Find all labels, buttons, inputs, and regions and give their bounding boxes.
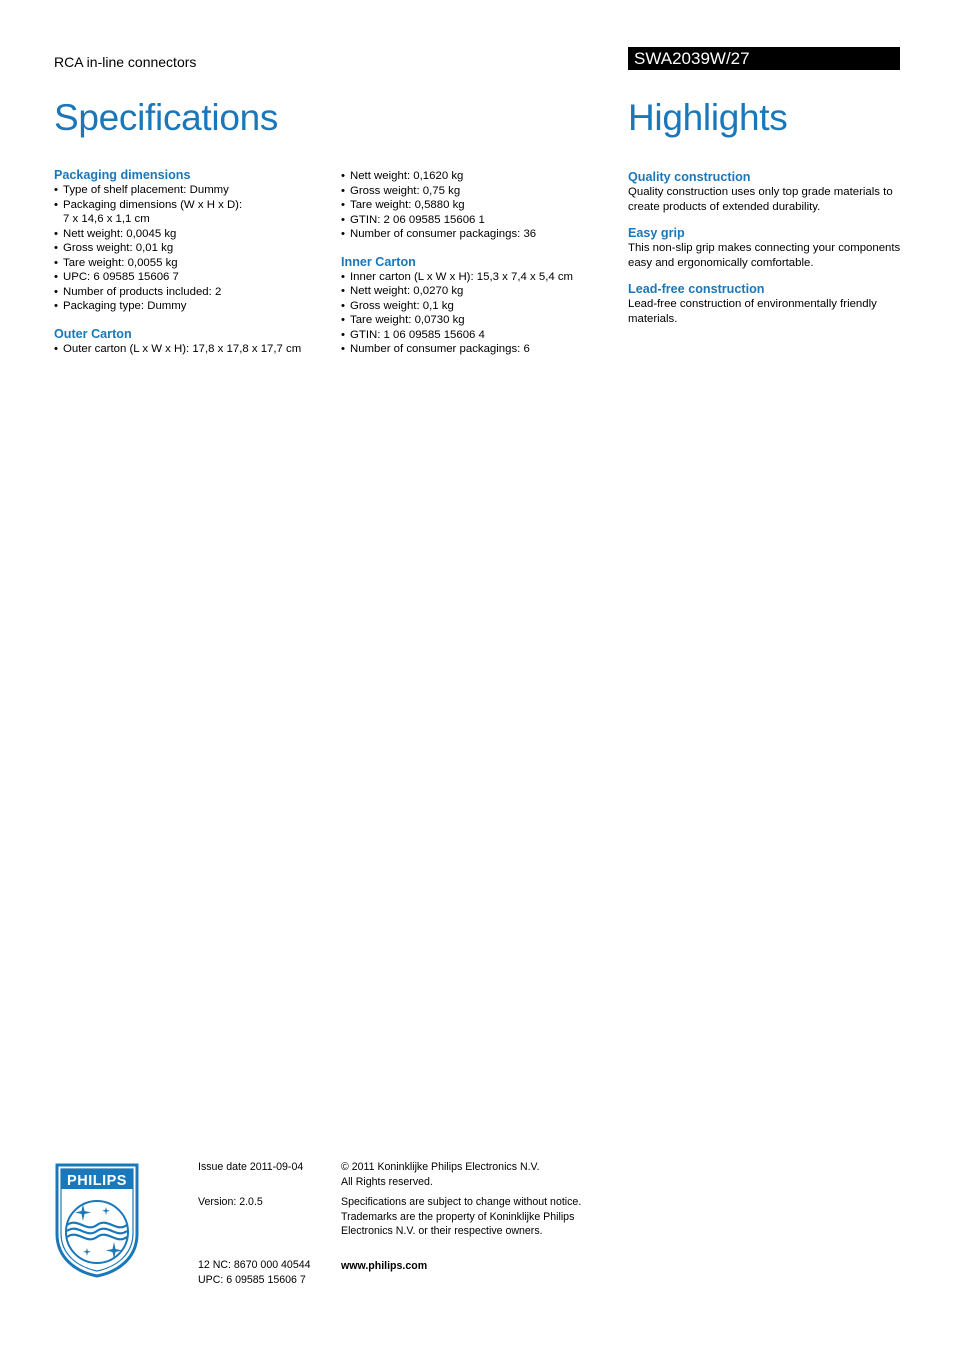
dimensions-value: 7 x 14,6 x 1,1 cm bbox=[63, 213, 150, 225]
list-item: • Type of shelf placement: Dummy bbox=[54, 183, 334, 198]
twelve-nc: 12 NC: 8670 000 40544 bbox=[198, 1259, 311, 1271]
inner-carton-list bbox=[341, 270, 611, 357]
list-item: • GTIN: 1 06 09585 15606 4 bbox=[341, 328, 611, 343]
list-item: • Outer carton (L x W x H): 17,8 x 17,8 x 17,7 cm bbox=[54, 342, 334, 357]
specifications-title: Specifications bbox=[54, 97, 279, 138]
packaging-dimensions-list bbox=[54, 183, 334, 314]
outer-carton-list bbox=[54, 342, 334, 357]
copyright-line: © 2011 Koninklijke Philips Electronics N.V. bbox=[341, 1161, 540, 1173]
list-item: • Tare weight: 0,5880 kg bbox=[341, 198, 611, 213]
specs-column-2 bbox=[341, 169, 611, 357]
copyright-line: All Rights reserved. bbox=[341, 1175, 433, 1188]
notice-line: Trademarks are the property of Koninklijke Philips bbox=[341, 1210, 575, 1223]
list-item: • Number of consumer packagings: 36 bbox=[341, 227, 611, 242]
list-item: • Packaging type: Dummy bbox=[54, 299, 334, 314]
list-item: • Nett weight: 0,0045 kg bbox=[54, 227, 334, 242]
notice-line: Specifications are subject to change without notice. bbox=[341, 1196, 582, 1208]
list-item: • Gross weight: 0,75 kg bbox=[341, 184, 611, 199]
list-item: • Nett weight: 0,0270 kg bbox=[341, 284, 611, 299]
list-item: • Tare weight: 0,0055 kg bbox=[54, 256, 334, 271]
list-item: • Number of consumer packagings: 6 bbox=[341, 342, 611, 357]
section-heading-inner-carton: Inner Carton bbox=[341, 254, 416, 269]
list-item: • Gross weight: 0,1 kg bbox=[341, 299, 611, 314]
list-item: • Packaging dimensions (W x H x D): 7 x 14,6 x 1,1 cm bbox=[54, 198, 334, 227]
highlight-heading-quality-construction: Quality construction bbox=[628, 170, 751, 184]
list-item: • Inner carton (L x W x H): 15,3 x 7,4 x 5,4 cm bbox=[341, 270, 611, 285]
section-heading-packaging-dimensions: Packaging dimensions bbox=[54, 168, 191, 182]
highlights-column bbox=[628, 170, 903, 326]
list-item: • GTIN: 2 06 09585 15606 1 bbox=[341, 213, 611, 228]
highlight-heading-easy-grip: Easy grip bbox=[628, 226, 685, 240]
highlight-text: Lead-free construction of environmentally friendly materials. bbox=[628, 298, 877, 325]
specs-column-1 bbox=[54, 168, 334, 356]
list-item: • Gross weight: 0,01 kg bbox=[54, 241, 334, 256]
section-heading-outer-carton: Outer Carton bbox=[54, 326, 132, 341]
list-item: • Tare weight: 0,0730 kg bbox=[341, 313, 611, 328]
highlight-text: Quality construction uses only top grade materials to create products of extended durability. bbox=[628, 186, 893, 213]
svg-text:PHILIPS: PHILIPS bbox=[67, 1173, 127, 1189]
highlights-title: Highlights bbox=[628, 97, 788, 138]
footer-issue-info bbox=[198, 1160, 328, 1287]
list-item: • UPC: 6 09585 15606 7 bbox=[54, 270, 334, 285]
outer-carton-list-continued bbox=[341, 169, 611, 242]
notice-line: Electronics N.V. or their respective owners. bbox=[341, 1225, 543, 1237]
product-subtitle: RCA in-line connectors bbox=[54, 54, 197, 70]
highlight-heading-lead-free: Lead-free construction bbox=[628, 282, 765, 296]
philips-shield-logo bbox=[54, 1162, 140, 1278]
website-link[interactable]: www.philips.com bbox=[341, 1259, 428, 1272]
list-item: • Number of products included: 2 bbox=[54, 285, 334, 300]
issue-date: Issue date 2011-09-04 bbox=[198, 1161, 304, 1173]
version: Version: 2.0.5 bbox=[198, 1195, 263, 1208]
footer-upc: UPC: 6 09585 15606 7 bbox=[198, 1273, 306, 1286]
model-number-bar: SWA2039W/27 bbox=[628, 47, 900, 70]
footer-legal bbox=[341, 1160, 601, 1273]
list-item: • Nett weight: 0,1620 kg bbox=[341, 169, 611, 184]
highlight-text: This non-slip grip makes connecting your components easy and ergonomically comfortable. bbox=[628, 242, 901, 269]
